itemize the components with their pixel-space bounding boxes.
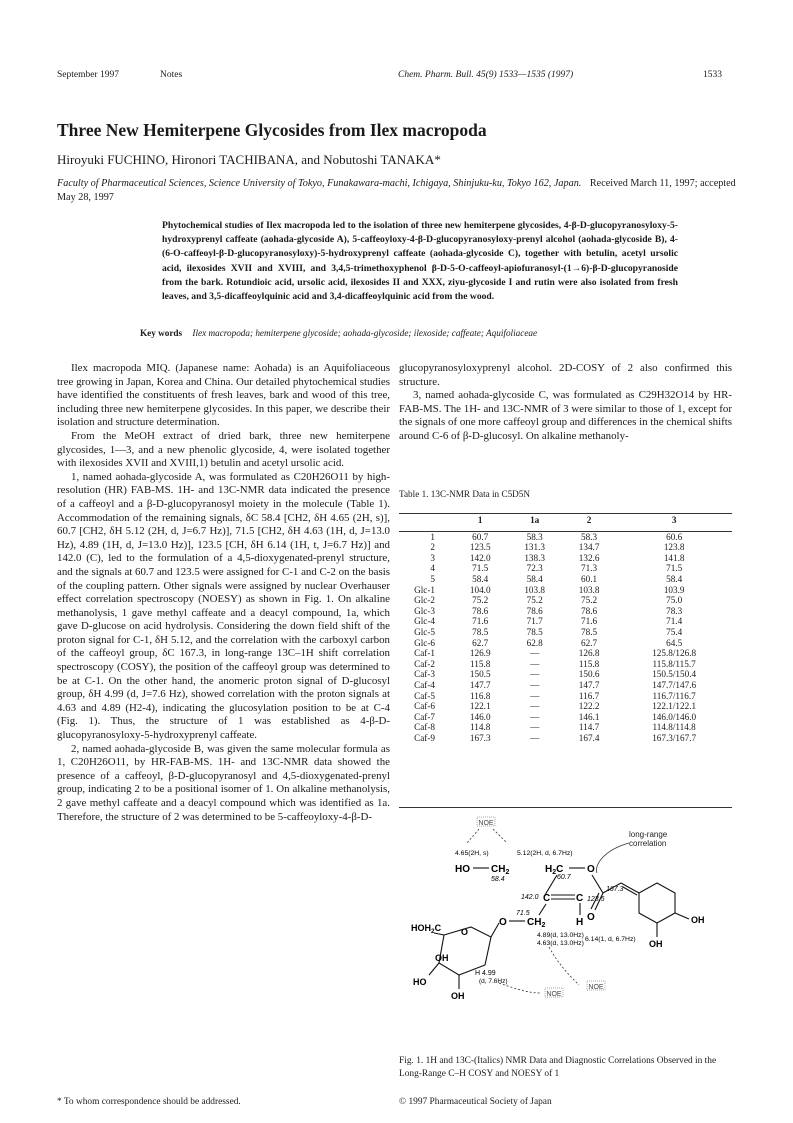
body-right-column [399,362,732,444]
table-cell: — [530,658,540,669]
table-cell: 115.8 [470,658,491,669]
row-label: 4 [430,563,435,574]
table-cell: 134.7 [578,542,600,553]
table-cell: 62.7 [581,637,598,648]
table-row [399,648,732,659]
table-cell: 60.1 [581,573,598,584]
table-cell: 150.5/150.4 [652,669,697,680]
table-row [399,638,732,649]
table-cell: 58.4 [472,573,489,584]
table-row [399,595,732,606]
table-cell: 131.3 [524,542,545,553]
row-label: Caf-2 [414,658,435,669]
noe-text: NOE [546,991,562,998]
noe-arrow [493,829,507,843]
header-section: Notes [160,70,183,80]
carbonyl-o-label: O [587,912,595,923]
noe-arrow [549,947,579,985]
table-cell: 123.8 [663,542,685,553]
ester-o-label: O [587,864,595,875]
table-cell: 78.6 [581,605,598,616]
paragraph: Ilex macropoda MIQ. (Japanese name: Aohada) is an Aquifoliaceous tree growing in Japan, Korea and China. Our detailed phytochemical studies have identified the constituents of fresh leaves, bark and wood of this tree, including three new hemiterpene glycosides. In this paper, we describe their isolation and structure determination. [57,362,390,429]
table-cell: 75.2 [472,595,489,606]
row-label: Glc-4 [414,616,435,627]
noe-text: NOE [478,820,494,827]
table-cell: 147.7 [469,679,491,690]
table-cell: — [530,679,540,690]
table-header-row [399,512,732,531]
table-row [399,606,732,617]
table-cell: 58.4 [666,573,683,584]
table-cell: 146.1 [578,711,600,722]
ho-label: HO [455,864,470,875]
table-cell: — [530,711,540,722]
figure-caption: Fig. 1. 1H and 13C-(Italics) NMR Data and Diagnostic Correlations Observed in the Long-Range C–H COSY and NOESY of 1 [399,1056,717,1079]
table-cell: 116.8 [470,690,491,701]
table-cell: 62.7 [472,637,489,648]
table-cell: 78.6 [472,605,489,616]
h463-label: 4.63(d, 13.0Hz) [537,940,584,947]
header-date: September 1997 [57,70,120,80]
table-cell: 116.7/116.7 [652,690,696,701]
table-cell: 78.6 [526,605,543,616]
table-header: 1a [507,512,561,531]
table-cell: 115.8 [578,658,600,669]
table-cell: 78.5 [526,626,543,637]
structure-figure [399,815,739,1050]
c3-label: C [543,893,551,904]
keywords-label: Key words [140,328,183,338]
table-row [399,701,732,712]
table-cell: 60.6 [666,531,683,542]
paragraph: From the MeOH extract of dried bark, three new hemiterpene glycosides, 1—3, and a new phenolic glycoside, 4, were isolated together with ilexosides XVII and XVIII,1) betulin and acetyl ursolic acid. [57,429,390,470]
row-label: Glc-5 [414,626,435,637]
noe-bot-label [545,988,563,998]
table-cell: 147.7/147.6 [652,679,697,690]
table-row [399,563,732,574]
abstract: Phytochemical studies of Ilex macropoda led to the isolation of three new hemiterpene glycosides, 4-β-D-glucopyranosyloxy-5-hydroxyprenyl caffeate (aohada-glycoside A), 5-caffeoyloxy-4-β-D-glucopyranosyloxy-prenyl alcohol (aohada-glycoside B), 4-(6-O-caffeoyl-β-D-glucopyranosyloxy)-5-hydroxyprenyl caffeate (aohada-glycoside C), together with betulin, acetyl ursolic acid, ilexosides XVII and XVIII, and 3,4,5-trimethoxyphenol β-D-5-O-caffeoyl-apiofuranosyl-(1→6)-β-D-glucopyranoside from the bark. Rotundioic acid, ursolic acid, ilexosides II and XXX, ziyu-glycoside I and rutin were also isolated from fresh leaves, and 3,5-dicaffeoylquinic acid and 3,4-dicaffeoylquinic acid from the wood. [162,220,678,303]
table-cell: 125.8/126.8 [652,648,697,659]
footnote: * To whom correspondence should be addressed. [57,1097,241,1107]
table-cell: 71.5 [472,563,489,574]
benzene-ring [639,883,675,923]
header-page: 1533 [703,70,722,80]
table-row [399,531,732,542]
table-row [399,542,732,553]
ring-o-label: O [461,927,469,937]
table-cell: 141.8 [663,552,685,563]
table-cell: 150.5 [469,669,491,680]
row-label: Caf-8 [414,722,435,733]
row-label: 3 [430,552,435,563]
table-cell: 75.2 [526,595,543,606]
table-header [399,512,453,531]
table-cell: 64.5 [666,637,683,648]
table-cell: 71.6 [472,616,489,627]
row-label: 2 [430,542,435,553]
table-cell: 103.8 [524,584,545,595]
keywords: Ilex macropoda; hemiterpene glycoside; aohada-glycoside; ilexoside; caffeate; Aquifoliaceae [192,328,538,338]
noe-arrow [467,829,479,843]
row-label: Caf-3 [414,669,435,680]
table-cell: 146.0 [469,711,491,722]
row-label: Caf-4 [414,679,435,690]
row-label: Caf-7 [414,711,435,722]
oh-label: OH [435,953,449,963]
table-cell: — [530,669,540,680]
table-row [399,553,732,564]
table-cell: 58.4 [526,573,543,584]
h2c-label: $H_2C$ [545,864,564,876]
table-row [399,574,732,585]
table-caption: Table 1. 13C-NMR Data in C5D5N [399,489,531,499]
table-row [399,627,732,638]
table-cell: 114.8/114.8 [652,722,696,733]
table-cell: — [530,690,540,701]
article-title: Three New Hemiterpene Glycosides from Ilex macropoda [57,120,487,140]
table-row [399,722,732,733]
c1235-label: 123.5 [587,896,605,903]
table-row [399,712,732,723]
correlation-label: correlation [629,839,667,848]
noe-text: NOE [588,984,604,991]
table-cell: 71.3 [581,563,598,574]
table-row [399,680,732,691]
table-cell: 58.3 [526,531,543,542]
table-cell: 72.3 [526,563,543,574]
table-header: 3 [616,512,732,531]
h512-label: 5.12(2H, d, 6.7Hz) [517,850,573,857]
header-journal: Chem. Pharm. Bull. 45(9) 1533—1535 (1997) [398,70,574,80]
table-cell: — [530,648,540,659]
c715-label: 71.5 [516,910,530,917]
table-cell: — [530,701,540,712]
table-cell: 167.4 [578,732,600,743]
table-cell: 123.5 [469,542,491,553]
table-cell: 126.9 [469,648,491,659]
table-cell: 122.1/122.1 [652,701,697,712]
table-cell: 103.9 [663,584,685,595]
oh-label: OH [691,915,705,925]
h499b-label: (d, 7.6Hz) [479,978,508,985]
table-cell: 104.0 [469,584,491,595]
table-row [399,733,732,744]
row-label: Glc-3 [414,605,435,616]
paragraph: 3, named aohada-glycoside C, was formulated as C29H32O14 by HR-FAB-MS. The 1H- and 13C-NMR of 3 were similar to those of 1, except for the signals of one more caffeoyl group and differences in the chemical shifts around C-6 of β-D-glucosyl. On alkaline methanoly- [399,389,732,442]
table-body [399,531,732,743]
c1420-label: 142.0 [521,894,539,901]
h2-label: H [576,917,584,928]
table-cell: 167.3 [469,732,491,743]
oh-label: OH [451,991,465,1001]
table-row [399,585,732,596]
table-header: 1 [453,512,507,531]
table-row [399,669,732,680]
c4-label: $CH_2$ [527,917,546,929]
table-bottom-rule [399,807,732,808]
affiliation: Faculty of Pharmaceutical Sciences, Science University of Tokyo, Funakawara-machi, Ichigaya, Shinjuku-ku, Tokyo 162, Japan. [57,178,582,189]
table-cell: 142.0 [469,552,491,563]
table-cell: 116.7 [578,690,600,701]
long-range-label: long-range [629,830,668,839]
paragraph: 2, named aohada-glycoside B, was given the same molecular formula as 1, C20H26O11, by HR-FAB-MS. 1H- and 13C-NMR data showed the presence of a caffeoyl, β-D-glucopyranosyl and 4,5-dioxygenated-prenyl group, indicating 2 to be a positional isomer of 1. On alkaline methanolysis, 2 gave methyl caffeate and a deacyl compound which was identified as 1a. Therefore, the structure of 2 was determined to be 5-caffeoyloxy-4-β-D- [57,742,390,823]
table-cell: 58.3 [581,531,598,542]
table-cell: 146.0/146.0 [652,711,697,722]
keywords-line [140,328,740,338]
row-label: Caf-5 [414,690,435,701]
table-cell: 115.8/115.7 [652,658,696,669]
table-cell: 114.8 [470,722,491,733]
noe-mid-label [587,981,605,991]
noe-top-label [477,817,495,827]
table-cell: 78.3 [666,605,683,616]
affiliation-block [57,177,747,205]
c607-label: 60.7 [557,874,571,881]
table-header: 2 [562,512,616,531]
row-label: Glc-2 [414,595,435,606]
row-label: 1 [430,531,435,542]
oh-label: OH [649,939,663,949]
table-cell: 71.6 [581,616,598,627]
table-cell: 167.3/167.7 [652,732,697,743]
long-range-arrow [596,843,629,873]
table-cell: 150.6 [578,669,600,680]
ho-sugar-label: HO [413,977,427,987]
table-cell: 78.5 [581,626,598,637]
table-cell: 71.4 [666,616,683,627]
table-cell: 122.1 [469,701,491,712]
table-cell: 126.8 [578,648,600,659]
row-label: Caf-9 [414,732,435,743]
table-cell: 122.2 [578,701,600,712]
h614-label: 6.14(1, d, 6.7Hz) [585,936,636,943]
table-cell: 60.7 [472,531,489,542]
table-cell: 71.5 [666,563,683,574]
body-left-column [57,362,390,824]
hoh2c-label: $HOH_2C$ [411,923,442,935]
table-cell: 103.8 [578,584,600,595]
table-row [399,616,732,627]
nmr-table [399,512,732,743]
row-label: Caf-1 [414,648,435,659]
table-cell: 75.2 [581,595,598,606]
paragraph: glucopyranosyloxyprenyl alcohol. 2D-COSY of 2 also confirmed this structure. [399,362,732,388]
table-row [399,691,732,702]
row-label: Caf-6 [414,701,435,712]
c1673-label: 167.3 [606,886,624,893]
h489-label: 4.89(d, 13.0Hz) [537,932,584,939]
h465-label: 4.65(2H, s) [455,850,489,857]
table-cell: 62.8 [526,637,543,648]
row-label: Glc-6 [414,637,435,648]
copyright: © 1997 Pharmaceutical Society of Japan [399,1097,552,1107]
table-row [399,659,732,670]
c584-label: 58.4 [491,876,505,883]
table-cell: 75.0 [666,595,683,606]
table-cell: 78.5 [472,626,489,637]
paragraph: 1, named aohada-glycoside A, was formulated as C20H26O11 by high-resolution (HR) FAB-MS. 1H- and 13C-NMR data indicated the presence of a caffeoyl and a β-D-glucopyranosyl moiety in the molecule (Table 1). Accommodation of the remaining signals, δC 58.4 [CH2, δH 4.65 (2H, s)], 60.7 [CH2, δH 5.12 (2H, d, J=6.7 Hz)], 71.5 [CH2, δH 4.63 (1H, d, J=13.0 Hz), 4.89 (1H, d, J=13.0 Hz)], 123.5 [CH, δH 6.14 (1H, t, J=6.7 Hz)] and 142.0 (C), led to the formulation of a 4,5-dioxygenated-prenyl structure, and the signals at 60.7 and 123.5 were assigned for C-1 and C-2 on the basis of the coupling pattern. Other signals were assigned by nuclear Overhauser effect correlation spectroscopy (NOESY) as shown in Fig. 1. On alkaline methanolysis, 1 gave methyl caffeate and a deacyl compound, 1a, which gave D-glucose on acid hydrolysis. Considering the down field shift of the proton signal for C-1, δH 5.12, and the correlation with the carboxyl carbon of the caffeoyl group, δC 167.3, in long-range 13C–1H shift correlation spectroscopy (COSY), the position of the caffeoyl group was determined to be at C-1. On the other hand, the anomeric proton signal of D-glucosyl group, δH 4.99 (d, J=7.6 Hz), showed correlation with the proton signals at 4.63 and 4.89 (H2-4), indicating the glucosylation position to be at C-4 (Fig. 1). Thus, the structure of 1 was established as 4-β-D-glucopyranosyloxy-5-hydroxyprenyl caffeate. [57,470,391,742]
h499-label: H 4.99 [475,970,496,977]
table-cell: — [530,732,540,743]
c2-label: C [576,893,584,904]
row-label: 5 [430,573,435,584]
row-label: Glc-1 [414,584,435,595]
table-cell: — [530,722,540,733]
table-cell: 114.7 [578,722,600,733]
table-cell: 71.7 [526,616,543,627]
received-dates: Received March 11, 1997; accepted May 28, 1997 [57,178,736,203]
authors: Hiroyuki FUCHINO, Hironori TACHIBANA, and Nobutoshi TANAKA* [57,152,441,167]
table-cell: 75.4 [666,626,683,637]
table-cell: 132.6 [578,552,600,563]
table-cell: 138.3 [524,552,545,563]
ch2-label: $CH_2$ [491,864,510,876]
glycoside-o-label: O [499,917,507,928]
table-cell: 147.7 [578,679,600,690]
